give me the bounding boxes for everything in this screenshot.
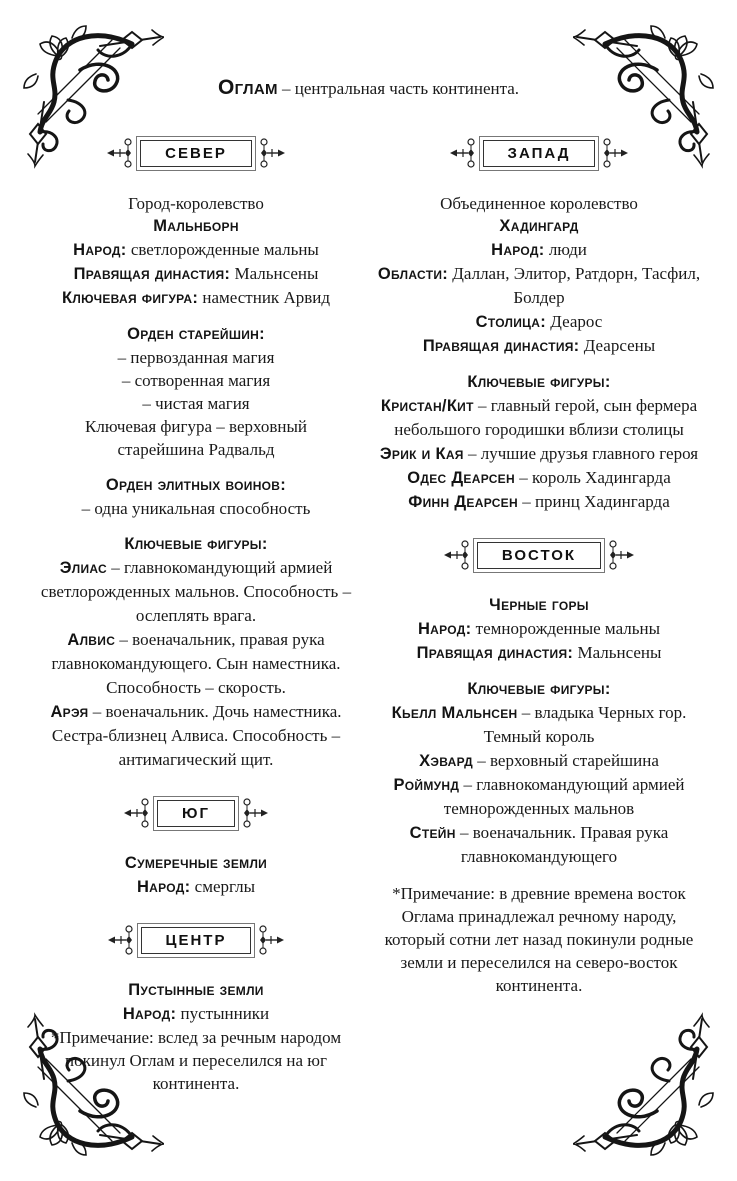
figure-desc: – король Хадингарда xyxy=(514,468,671,487)
figure-entry xyxy=(372,442,706,466)
south-info-block xyxy=(29,852,363,899)
plate-arrow-right-icon xyxy=(608,535,636,575)
figure-entry xyxy=(372,701,706,749)
elders-order-block xyxy=(29,323,363,461)
land-name: Пустынные земли xyxy=(128,981,264,999)
field-value: Мальнсены xyxy=(573,643,662,662)
field-value: Мальнсены xyxy=(230,264,319,283)
field-label: Народ: xyxy=(417,620,472,638)
section-title-east: ВОСТОК xyxy=(477,542,601,569)
north-info-block xyxy=(29,192,363,310)
figure-name: Арэя xyxy=(50,703,89,721)
figure-name: Алвис xyxy=(67,631,116,649)
dynasty-line xyxy=(29,262,363,286)
section-header-east xyxy=(372,535,706,575)
figure-entry xyxy=(372,394,706,442)
field-label: Области: xyxy=(377,265,449,283)
figure-entry xyxy=(372,821,706,869)
figure-entry xyxy=(29,700,363,772)
figure-desc: – владыка Черных гор. Темный король xyxy=(483,703,687,746)
plate-arrow-left-icon xyxy=(448,133,476,173)
people-line xyxy=(29,875,363,899)
figure-desc: – главнокомандующий армией темнорожденных мальнов xyxy=(443,775,685,818)
figure-desc: – главнокомандующий армией светлорожденных мальнов. Способность – ослеплять врага. xyxy=(40,558,352,625)
field-label: Народ: xyxy=(491,241,545,259)
figures-title: Ключевые фигуры: xyxy=(124,535,268,553)
figure-name: Эрик и Кая xyxy=(379,445,464,463)
field-value: Деарсены xyxy=(579,336,656,355)
corner-flourish-icon xyxy=(573,1005,723,1165)
figure-desc: – военачальник. Правая рука главнокомандующего xyxy=(455,823,669,866)
field-label: Ключевая фигура: xyxy=(62,289,199,307)
section-title-north: СЕВЕР xyxy=(140,140,252,167)
kingdom-type: Город-королевство xyxy=(128,194,264,213)
corner-flourish-icon xyxy=(14,1005,164,1165)
east-note: *Примечание: в древние времена восток Оглама принадлежал речному народу, который сотни лет назад покинули родные земли и переселился на северо-восток континента. xyxy=(384,884,694,995)
dynasty-line xyxy=(372,641,706,665)
field-value: пустынники xyxy=(176,1004,270,1023)
field-label: Народ: xyxy=(122,1005,177,1023)
figure-name: Кьелл Мальнсен xyxy=(391,704,518,722)
figure-entry xyxy=(372,749,706,773)
plate-arrow-right-icon xyxy=(258,920,286,960)
field-label: Народ: xyxy=(73,241,127,259)
figure-entry xyxy=(372,490,706,514)
west-figures-block xyxy=(372,371,706,514)
field-value: светлорожденные мальны xyxy=(126,240,319,259)
figure-name: Финн Деарсен xyxy=(408,493,518,511)
figure-name: Одес Деарсен xyxy=(407,469,515,487)
section-plate xyxy=(153,796,239,831)
section-plate xyxy=(137,923,256,958)
figure-entry xyxy=(29,628,363,700)
people-line xyxy=(29,238,363,262)
right-column xyxy=(372,133,706,1095)
plate-arrow-left-icon xyxy=(122,793,150,833)
plate-arrow-right-icon xyxy=(259,133,287,173)
key-figure-line xyxy=(29,286,363,310)
field-label: Народ: xyxy=(136,878,191,896)
figure-entry xyxy=(372,773,706,821)
land-name: Сумеречные земли xyxy=(124,854,268,872)
capital-line xyxy=(372,310,706,334)
plate-arrow-right-icon xyxy=(242,793,270,833)
figures-title: Ключевые фигуры: xyxy=(467,680,611,698)
east-figures-block xyxy=(372,678,706,869)
people-line xyxy=(372,617,706,641)
west-info-block xyxy=(372,192,706,358)
kingdom-type: Объединенное королевство xyxy=(440,194,638,213)
page-title-rest: – центральная часть континента. xyxy=(277,79,520,98)
plate-arrow-left-icon xyxy=(106,920,134,960)
section-title-west: ЗАПАД xyxy=(483,140,596,167)
section-title-center: ЦЕНТР xyxy=(141,927,252,954)
kingdom-name: Мальнборн xyxy=(153,217,239,235)
north-figures-block xyxy=(29,533,363,772)
order-title: Орден старейшин: xyxy=(127,325,265,343)
figure-desc: – военачальник. Дочь наместника. Сестра-близнец Алвиса. Способность – антимагический щит. xyxy=(51,702,342,769)
figure-name: Хэвард xyxy=(419,752,473,770)
figure-desc: – главный герой, сын фермера небольшого городишки вблизи столицы xyxy=(394,396,698,439)
field-value: наместник Арвид xyxy=(198,288,330,307)
east-note-block xyxy=(372,882,706,997)
center-note: *Примечание: вслед за речным народом покинул Оглам и переселился на юг континента. xyxy=(50,1028,342,1093)
list-item: – сотворенная магия xyxy=(121,371,271,390)
dynasty-line xyxy=(372,334,706,358)
field-label: Столица: xyxy=(475,313,547,331)
field-value: смерглы xyxy=(190,877,256,896)
columns xyxy=(0,133,737,1095)
figure-desc: – военачальник, правая рука главнокомандующего. Сын наместника. Способность – скорость. xyxy=(51,630,341,697)
plate-arrow-left-icon xyxy=(105,133,133,173)
people-line xyxy=(372,238,706,262)
section-plate xyxy=(473,538,605,573)
elite-order-block xyxy=(29,474,363,520)
list-item: – чистая магия xyxy=(142,394,250,413)
figure-name: Элиас xyxy=(59,559,108,577)
kingdom-name: Хадингард xyxy=(499,217,579,235)
land-name: Черные горы xyxy=(489,596,589,614)
field-value: люди xyxy=(544,240,587,259)
east-info-block xyxy=(372,594,706,665)
field-value: Деарос xyxy=(546,312,603,331)
figures-title: Ключевые фигуры: xyxy=(467,373,611,391)
section-header-center xyxy=(29,920,363,960)
plate-arrow-left-icon xyxy=(442,535,470,575)
page-title-word: Оглам xyxy=(217,76,278,99)
figure-desc: – лучшие друзья главного героя xyxy=(463,444,699,463)
figure-name: Кристан/Кит xyxy=(380,397,474,415)
field-label: Правящая династия: xyxy=(416,644,574,662)
field-value: темнорожденные мальны xyxy=(471,619,661,638)
corner-flourish-icon xyxy=(14,16,164,176)
list-item: – одна уникальная способность xyxy=(81,499,311,518)
figure-name: Стейн xyxy=(409,824,456,842)
figure-entry xyxy=(372,466,706,490)
section-title-south: ЮГ xyxy=(157,800,235,827)
figure-desc: – принц Хадингарда xyxy=(517,492,670,511)
section-header-south xyxy=(29,793,363,833)
field-value: Даллан, Элитор, Ратдорн, Тасфил, Болдер xyxy=(448,264,701,307)
corner-flourish-icon xyxy=(573,16,723,176)
regions-line xyxy=(372,262,706,310)
figure-entry xyxy=(29,556,363,628)
field-label: Правящая династия: xyxy=(422,337,580,355)
figure-name: Роймунд xyxy=(393,776,460,794)
left-column xyxy=(29,133,363,1095)
field-label: Правящая династия: xyxy=(73,265,231,283)
figure-desc: – верховный старейшина xyxy=(472,751,659,770)
list-item: – первозданная магия xyxy=(117,348,275,367)
order-title: Орден элитных воинов: xyxy=(105,476,287,494)
order-note: Ключевая фигура – верховный старейшина Радвальд xyxy=(85,417,307,459)
